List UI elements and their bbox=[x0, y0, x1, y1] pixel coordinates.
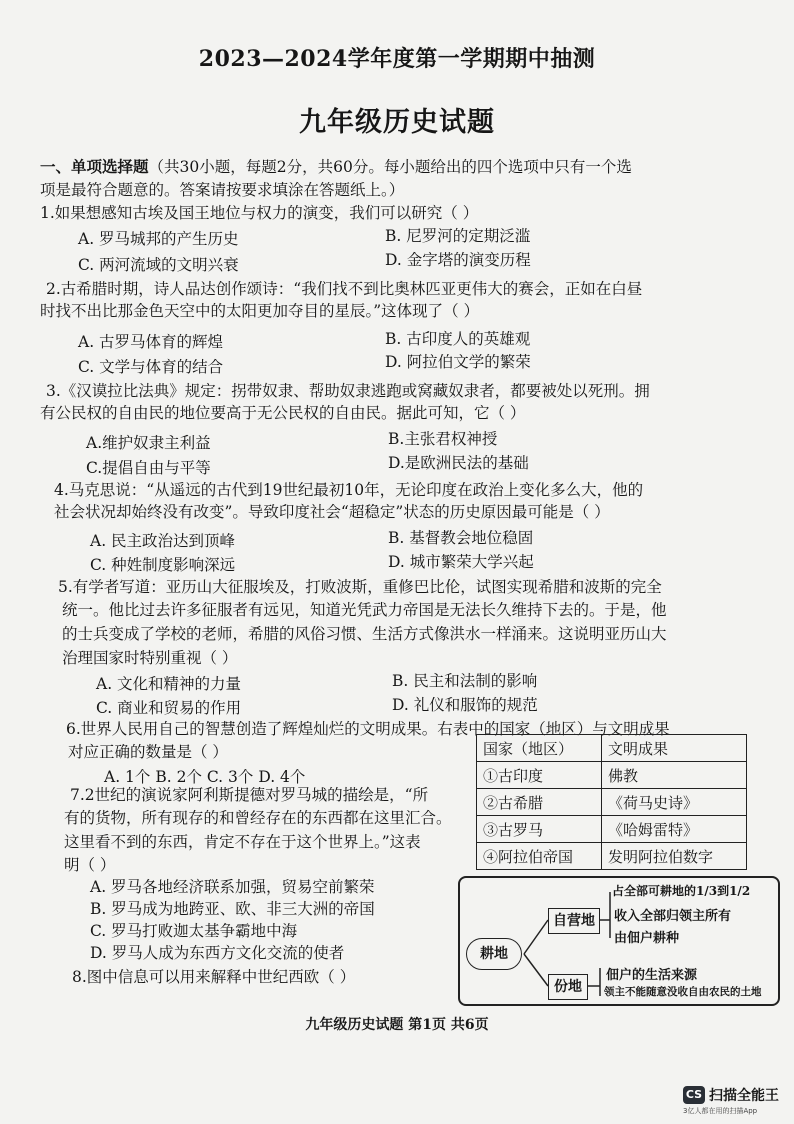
q4-option-d: D. 城市繁荣大学兴起 bbox=[388, 553, 534, 571]
table-row bbox=[477, 816, 747, 843]
q5-stem-line3: 的士兵变成了学校的老师，希腊的风俗习惯、生活方式像洪水一样涌来。这说明亚历山大 bbox=[62, 625, 667, 643]
q7-option-b: B. 罗马成为地跨亚、欧、非三大洲的帝国 bbox=[90, 900, 375, 918]
table-header-row bbox=[477, 735, 747, 762]
q5-option-d: D. 礼仪和服饰的规范 bbox=[392, 696, 538, 714]
q2-option-d: D. 阿拉伯文学的繁荣 bbox=[385, 353, 531, 371]
section-desc-line1: （共30小题，每题2分，共60分。每小题给出的四个选项中只有一个选 bbox=[148, 158, 632, 176]
q4-option-a: A. 民主政治达到顶峰 bbox=[90, 532, 236, 550]
q6-options: A. 1个 B. 2个 C. 3个 D. 4个 bbox=[104, 768, 306, 786]
land-diagram bbox=[458, 876, 780, 1006]
demesne-line-2: 收入全部归领主所有 bbox=[614, 909, 732, 924]
q2-stem-line2: 时找不出比那金色天空中的太阳更加夺目的星辰。”这体现了（ ） bbox=[40, 302, 480, 320]
q7-stem-line4: 明（ ） bbox=[64, 856, 116, 874]
q7-option-a: A. 罗马各地经济联系加强，贸易空前繁荣 bbox=[90, 878, 375, 896]
q2-stem-line1: 2.古希腊时期，诗人品达创作颂诗：“我们找不到比奥林匹亚更伟大的赛会，正如在白昼 bbox=[46, 280, 643, 298]
q1-stem-line1: 1.如果想感知古埃及国王地位与权力的演变，我们可以研究（ ） bbox=[40, 204, 479, 222]
section-header bbox=[40, 157, 632, 177]
q6-stem-line1: 6.世界人民用自己的智慧创造了辉煌灿烂的文明成果。右表中的国家（地区）与文明成果 bbox=[66, 720, 670, 738]
q7-stem-line3: 这里看不到的东西，肯定不存在于这个世界上。”这表 bbox=[64, 833, 421, 851]
q4-stem-line2: 社会状况却始终没有改变”。导致印度社会“超稳定”状态的历史原因最可能是（ ） bbox=[54, 503, 610, 521]
connector-root-to-demesne bbox=[524, 920, 548, 954]
holding-line-1: 佃户的生活来源 bbox=[606, 968, 698, 983]
q2-option-a: A. 古罗马体育的辉煌 bbox=[78, 333, 224, 351]
q3-stem-line1: 3.《汉谟拉比法典》规定：拐带奴隶、帮助奴隶逃跑或窝藏奴隶者，都要被处以死刑。拥 bbox=[46, 382, 650, 400]
q3-option-c: C.提倡自由与平等 bbox=[86, 459, 211, 477]
diagram-holding-node: 份地 bbox=[548, 974, 588, 1000]
demesne-line-1: 占全部可耕地的1/3到1/2 bbox=[612, 884, 751, 898]
table-cell: 《荷马史诗》 bbox=[602, 789, 747, 816]
section-heading: 一、单项选择题 bbox=[40, 157, 149, 176]
q3-option-d: D.是欧洲民法的基础 bbox=[388, 454, 529, 472]
q4-option-b: B. 基督教会地位稳固 bbox=[388, 529, 534, 547]
q5-stem-line4: 治理国家时特别重视（ ） bbox=[62, 649, 238, 667]
q7-option-d: D. 罗马人成为东西方文化交流的使者 bbox=[90, 944, 345, 962]
q4-option-c: C. 种姓制度影响深远 bbox=[90, 556, 236, 574]
table-cell: ①古印度 bbox=[477, 762, 602, 789]
q8-stem-line1: 8.图中信息可以用来解释中世纪西欧（ ） bbox=[72, 968, 356, 986]
section-desc-line2: 项是最符合题意的。答案请按要求填涂在答题纸上。） bbox=[40, 181, 405, 199]
q3-stem-line2: 有公民权的自由民的地位要高于无公民权的自由民。据此可知，它（ ） bbox=[40, 404, 526, 422]
table-cell: ④阿拉伯帝国 bbox=[477, 843, 602, 870]
q7-stem-line1: 7.2世纪的演说家阿利斯提德对罗马城的描绘是，“所 bbox=[70, 786, 429, 804]
q6-stem-line2: 对应正确的数量是（ ） bbox=[68, 743, 228, 761]
camscanner-logo-icon: CS bbox=[683, 1086, 705, 1104]
table-header-achievement: 文明成果 bbox=[602, 735, 747, 762]
table-header-country: 国家（地区） bbox=[477, 735, 602, 762]
q4-stem-line1: 4.马克思说：“从遥远的古代到19世纪最初10年，无论印度在政治上变化多么大，他的 bbox=[54, 481, 644, 499]
q5-option-a: A. 文化和精神的力量 bbox=[96, 675, 242, 693]
q3-option-b: B.主张君权神授 bbox=[388, 430, 498, 448]
q1-option-b: B. 尼罗河的定期泛滥 bbox=[385, 227, 531, 245]
q1-option-a: A. 罗马城邦的产生历史 bbox=[78, 230, 239, 248]
table-cell: 佛教 bbox=[602, 762, 747, 789]
table-cell: 《哈姆雷特》 bbox=[602, 816, 747, 843]
diagram-root-node: 耕地 bbox=[466, 938, 522, 970]
table-row bbox=[477, 762, 747, 789]
q7-option-c: C. 罗马打败迦太基争霸地中海 bbox=[90, 922, 298, 940]
table-row bbox=[477, 843, 747, 870]
exam-title: 2023—2024学年度第一学期期中抽测 bbox=[198, 46, 596, 72]
q5-stem-line2: 统一。他比过去许多征服者有远见，知道光凭武力帝国是无法长久维持下去的。于是，他 bbox=[62, 601, 667, 619]
table-cell: ②古希腊 bbox=[477, 789, 602, 816]
q5-stem-line1: 5.有学者写道：亚历山大征服埃及，打败波斯，重修巴比伦，试图实现希腊和波斯的完全 bbox=[58, 578, 662, 596]
brand-tagline: 3亿人都在用的扫描App bbox=[683, 1107, 758, 1115]
q5-option-c: C. 商业和贸易的作用 bbox=[96, 699, 242, 717]
brand-name: 扫描全能王 bbox=[709, 1088, 779, 1104]
q1-option-c: C. 两河流域的文明兴衰 bbox=[78, 256, 239, 274]
q1-option-d: D. 金字塔的演变历程 bbox=[385, 251, 531, 269]
q7-stem-line2: 有的货物，所有现存的和曾经存在的东西都在这里汇合。 bbox=[64, 809, 452, 827]
page-footer: 九年级历史试题 第1页 共6页 bbox=[305, 1017, 489, 1033]
holding-line-2: 领主不能随意没收自由农民的土地 bbox=[604, 986, 762, 998]
q5-option-b: B. 民主和法制的影响 bbox=[392, 672, 538, 690]
table-row bbox=[477, 789, 747, 816]
demesne-line-3: 由佃户耕种 bbox=[614, 931, 680, 946]
diagram-demesne-node: 自营地 bbox=[548, 908, 600, 934]
q3-option-a: A.维护奴隶主利益 bbox=[86, 434, 211, 452]
table-cell: 发明阿拉伯数字 bbox=[602, 843, 747, 870]
q2-option-c: C. 文学与体育的结合 bbox=[78, 358, 224, 376]
scanner-watermark bbox=[683, 1082, 793, 1118]
exam-subtitle: 九年级历史试题 bbox=[299, 107, 495, 138]
q2-option-b: B. 古印度人的英雄观 bbox=[385, 330, 531, 348]
table-cell: ③古罗马 bbox=[477, 816, 602, 843]
connector-root-to-holding bbox=[524, 954, 548, 986]
results-table bbox=[476, 734, 747, 870]
